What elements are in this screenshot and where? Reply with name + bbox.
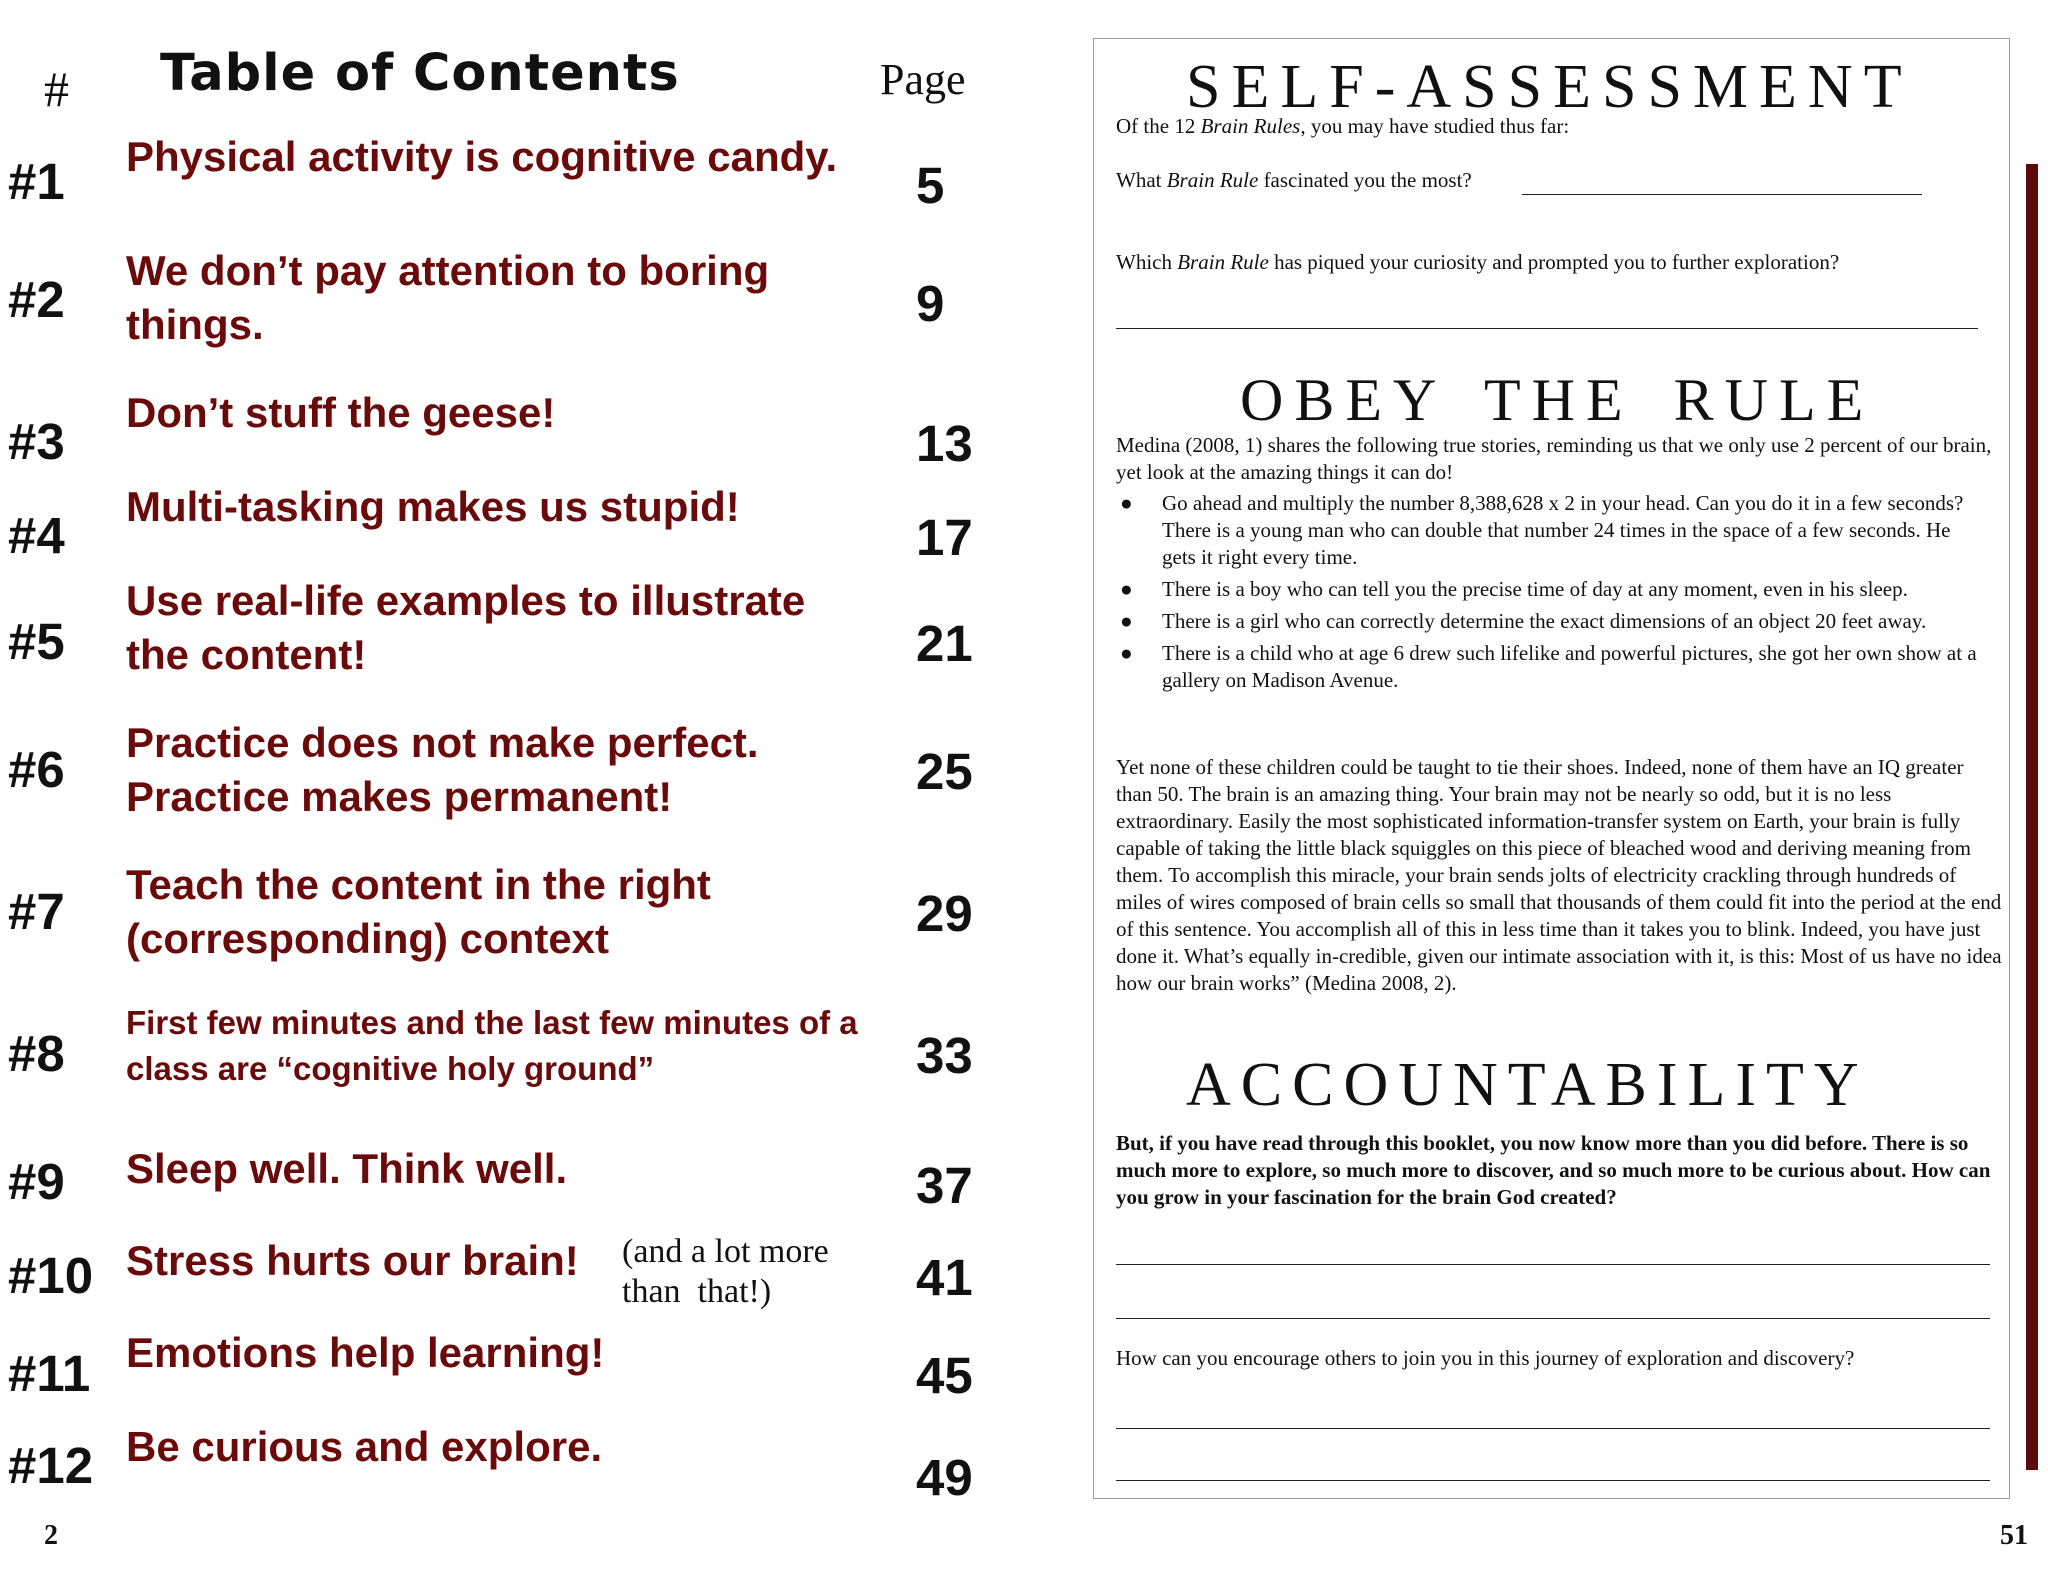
toc-entry-page: 17 <box>916 509 973 566</box>
list-item <box>1116 640 1982 694</box>
toc-entry-title <box>126 130 837 184</box>
toc-entry-title-line: Teach the content in the right <box>126 861 711 908</box>
bullet-icon: ● <box>1120 491 1133 515</box>
toc-entry-number: #11 <box>8 1345 91 1402</box>
toc-entry-title-line: Emotions help learning! <box>126 1329 605 1376</box>
question-emphasis: Brain Rule <box>1166 168 1259 192</box>
toc-entry-title-line: (corresponding) context <box>126 915 610 962</box>
question-fascinated <box>1116 168 1472 193</box>
self-assessment-intro <box>1116 114 1569 139</box>
toc-entry-page: 21 <box>916 615 973 672</box>
toc-entry-number: #3 <box>8 413 65 470</box>
toc-entry-note-line: (and a lot more <box>622 1233 829 1270</box>
toc-entry-title-line: Practice does not make perfect. <box>126 719 759 766</box>
toc-entry-page: 41 <box>916 1249 973 1306</box>
toc-entry-page: 37 <box>916 1157 973 1214</box>
page-number: 51 <box>2000 1520 2028 1551</box>
answer-line-curiosity[interactable] <box>1116 328 1978 329</box>
question-text: Which <box>1116 250 1178 274</box>
toc-entry-title <box>126 244 769 352</box>
toc-entry-title-line: the content! <box>126 631 367 678</box>
list-item <box>1116 608 1982 635</box>
list-item-text: Go ahead and multiply the number 8,388,628 x 2 in your head. Can you do it in a few seconds? There is a young man who can double that number 24 times in the space of a few seconds. He gets it right every time. <box>1162 491 1964 569</box>
obey-heading: OBEY THE RULE <box>1240 367 1875 433</box>
toc-entry-number: #5 <box>8 613 65 670</box>
toc-entry-number: #9 <box>8 1153 65 1210</box>
toc-entry-number: #6 <box>8 741 65 798</box>
toc-entry-title-line: Stress hurts our brain! <box>126 1237 579 1284</box>
question-text: has piqued your curiosity and prompted you to further exploration? <box>1268 250 1840 274</box>
question-emphasis: Brain Rule <box>1177 250 1269 274</box>
toc-entry-title <box>126 716 759 824</box>
answer-line-encourage-1[interactable] <box>1116 1428 1990 1429</box>
number-column-header: # <box>44 61 69 117</box>
toc-entry-page: 45 <box>916 1347 973 1404</box>
toc-entry-page: 49 <box>916 1449 973 1506</box>
question-encourage: How can you encourage others to join you in this journey of exploration and discovery? <box>1116 1346 1855 1370</box>
intro-text: Of the 12 <box>1116 114 1201 138</box>
toc-entry-note-line: than that!) <box>622 1273 772 1310</box>
toc-entry-title-line: things. <box>126 301 264 348</box>
list-item <box>1116 576 1982 603</box>
obey-bullet-list <box>1116 490 1982 694</box>
bullet-icon: ● <box>1120 609 1133 633</box>
answer-line-grow-1[interactable] <box>1116 1264 1990 1265</box>
toc-entry-title <box>126 386 555 440</box>
toc-entry-title <box>126 1142 567 1196</box>
page-column-header: Page <box>880 55 966 104</box>
toc-entry-title-line: Use real-life examples to illustrate <box>126 577 806 624</box>
toc-entry-number: #1 <box>8 153 65 210</box>
toc-entry-title <box>126 574 805 682</box>
toc-entry-page: 5 <box>916 157 945 214</box>
toc-entry-title-line: Physical activity is cognitive candy. <box>126 133 838 180</box>
list-item-text: There is a girl who can correctly determine the exact dimensions of an object 20 feet away. <box>1162 609 1927 633</box>
obey-intro: Medina (2008, 1) shares the following true stories, reminding us that we only use 2 percent of our brain, yet look at the amazing things it can do! <box>1116 433 1992 484</box>
toc-entry-number: #10 <box>8 1247 94 1304</box>
toc-entry-title-line: First few minutes and the last few minutes of a <box>126 1004 858 1041</box>
toc-entry-page: 13 <box>916 415 973 472</box>
question-text: What <box>1116 168 1167 192</box>
toc-entry-page: 29 <box>916 885 973 942</box>
answer-line-encourage-2[interactable] <box>1116 1480 1990 1481</box>
toc-entry-note <box>622 1232 829 1312</box>
toc-entry-number: #8 <box>8 1025 65 1082</box>
toc-entry-title-line: Don’t stuff the geese! <box>126 389 556 436</box>
toc-entry-title <box>126 1234 579 1288</box>
question-text: fascinated you the most? <box>1258 168 1472 192</box>
toc-entry-title-line: class are “cognitive holy ground” <box>126 1050 655 1087</box>
list-item <box>1116 490 1982 571</box>
toc-entry-title-line: Be curious and explore. <box>126 1423 603 1470</box>
list-item-text: There is a child who at age 6 drew such lifelike and powerful pictures, she got her own show at a gallery on Madison Avenue. <box>1162 641 1977 692</box>
bullet-icon: ● <box>1120 577 1133 601</box>
side-bar <box>2026 164 2038 1470</box>
list-item-text: There is a boy who can tell you the precise time of day at any moment, even in his sleep. <box>1162 577 1908 601</box>
intro-emphasis: Brain Rules <box>1200 114 1301 138</box>
toc-entry-title <box>126 480 740 534</box>
toc-entry-title-line: We don’t pay attention to boring <box>126 247 770 294</box>
toc-entry-page: 9 <box>916 275 945 332</box>
self-assessment-heading: SELF-ASSESSMENT <box>1186 53 1913 121</box>
toc-entry-page: 33 <box>916 1027 973 1084</box>
toc-entry-title <box>126 1420 602 1474</box>
answer-line-fascinated[interactable] <box>1522 194 1922 195</box>
toc-entry-title <box>126 1000 858 1092</box>
toc-title: Table of Contents <box>160 44 680 103</box>
accountability-heading: ACCOUNTABILITY <box>1186 1051 1869 1119</box>
toc-entry-page: 25 <box>916 743 973 800</box>
toc-entry-number: #4 <box>8 507 65 564</box>
intro-text: , you may have studied thus far: <box>1300 114 1570 138</box>
question-curiosity <box>1116 250 1839 275</box>
accountability-text: But, if you have read through this booklet, you now know more than you did before. There is so much more to explore, so much more to discover, and so much more to be curious about. How can you grow in your fascination for the brain God created? <box>1116 1131 1991 1209</box>
toc-entry-number: #2 <box>8 271 65 328</box>
toc-entry-title <box>126 858 711 966</box>
page-number: 2 <box>44 1520 58 1551</box>
toc-entry-title <box>126 1326 604 1380</box>
toc-entry-title-line: Sleep well. Think well. <box>126 1145 568 1192</box>
obey-body: Yet none of these children could be taught to tie their shoes. Indeed, none of them have an IQ greater than 50. The brain is an amazing thing. Your brain may not be nearly so odd, but it is no less extraordinary. Easily the most sophisticated information-transfer system on Earth, your brain is fully capable of taking the little black squiggles on this piece of bleached wood and deriving meaning from them. To accomplish this miracle, your brain sends jolts of electricity crackling through hundreds of miles of wires composed of brain cells so small that thousands of them could fit into the period at the end of this sentence. You accomplish all of this in less time than it takes you to blink. Indeed, you have just done it. What’s equally in-credible, given our intimate association with it, is this: Most of us have no idea how our brain works” (Medina 2008, 2). <box>1116 755 2002 995</box>
toc-entry-title-line: Multi-tasking makes us stupid! <box>126 483 740 530</box>
answer-line-grow-2[interactable] <box>1116 1318 1990 1319</box>
bullet-icon: ● <box>1120 641 1133 665</box>
toc-entry-number: #12 <box>8 1437 94 1494</box>
toc-entry-title-line: Practice makes permanent! <box>126 773 673 820</box>
toc-entry-number: #7 <box>8 883 65 940</box>
